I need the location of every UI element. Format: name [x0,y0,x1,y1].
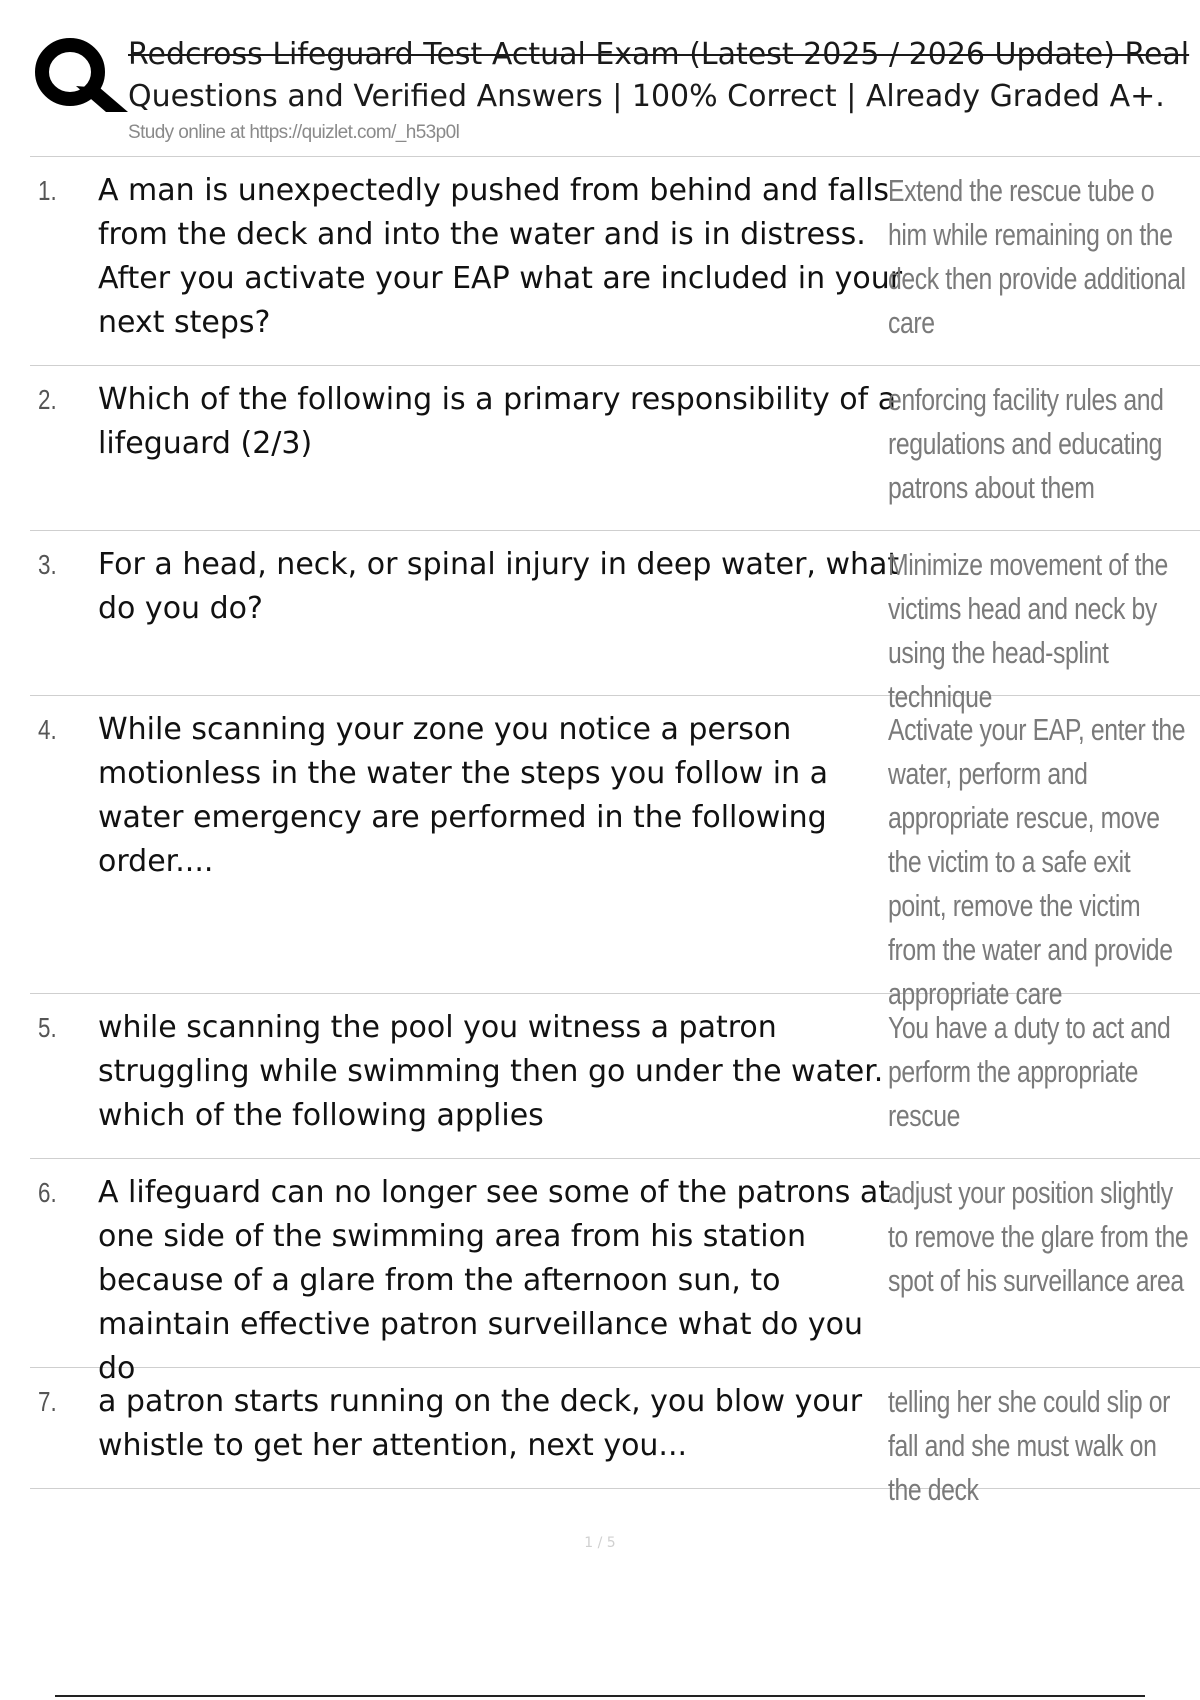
quizlet-logo-icon [30,30,140,120]
card-number: 7. [38,1386,57,1417]
card-question: a patron starts running on the deck, you blow your whistle to get her attention, next you... [98,1384,863,1463]
card-answer: Minimize movement of the victims head and neck by using the head-splint technique [888,547,1168,714]
flashcard [30,157,1200,366]
footer-divider [55,1695,1145,1697]
flashcard [30,366,1200,531]
card-answer: You have a duty to act and perform the appropriate rescue [888,1010,1171,1133]
card-question: Which of the following is a primary responsibility of a lifeguard (2/3) [98,382,897,461]
card-number: 3. [38,549,57,580]
title-line-2: Questions and Verified Answers | 100% Correct | Already Graded A+. [128,79,1165,114]
card-question: While scanning your zone you notice a person motionless in the water the steps you follow in a water emergency are performed in the following order.... [98,712,829,879]
document-header [30,30,1190,150]
page-number: 1 / 5 [584,1535,616,1551]
card-answer: telling her she could slip or fall and she must walk on the deck [888,1384,1171,1507]
card-number: 4. [38,714,57,745]
flashcard [30,1368,1200,1507]
card-question: while scanning the pool you witness a patron struggling while swimming then go under the water. which of the following applies [98,1010,884,1133]
card-number: 1. [38,175,57,206]
card-number: 6. [38,1177,57,1208]
card-question: A lifeguard can no longer see some of the patrons at one side of the swimming area from his station because of a glare from the afternoon sun, to maintain effective patron surveillance what do you do [98,1175,891,1386]
document-title [128,34,1200,118]
flashcard [30,531,1200,714]
card-number: 2. [38,384,57,415]
card-answer: enforcing facility rules and regulations and educating patrons about them [888,382,1164,505]
source-link[interactable]: Study online at https://quizlet.com/_h53p0l [128,122,460,143]
card-answer: Activate your EAP, enter the water, perform and appropriate rescue, move the victim to a safe exit point, remove the victim from the water and provide appropriate care [888,712,1186,1011]
flashcard-list [30,157,1200,1507]
flashcard [30,696,1200,1011]
card-answer: Extend the rescue tube o him while remaining on the deck then provide additional care [888,173,1186,340]
card-question: For a head, neck, or spinal injury in deep water, what do you do? [98,547,900,626]
card-number: 5. [38,1012,57,1043]
title-line-1: Redcross Lifeguard Test Actual Exam (Latest 2025 / 2026 Update) Real [128,37,1190,72]
card-answer: adjust your position slightly to remove the glare from the spot of his surveillance area [888,1175,1189,1298]
flashcard [30,1159,1200,1386]
flashcard [30,994,1200,1159]
card-question: A man is unexpectedly pushed from behind and falls from the deck and into the water and is in distress. After you activate your EAP what are included in your next steps? [98,173,903,340]
